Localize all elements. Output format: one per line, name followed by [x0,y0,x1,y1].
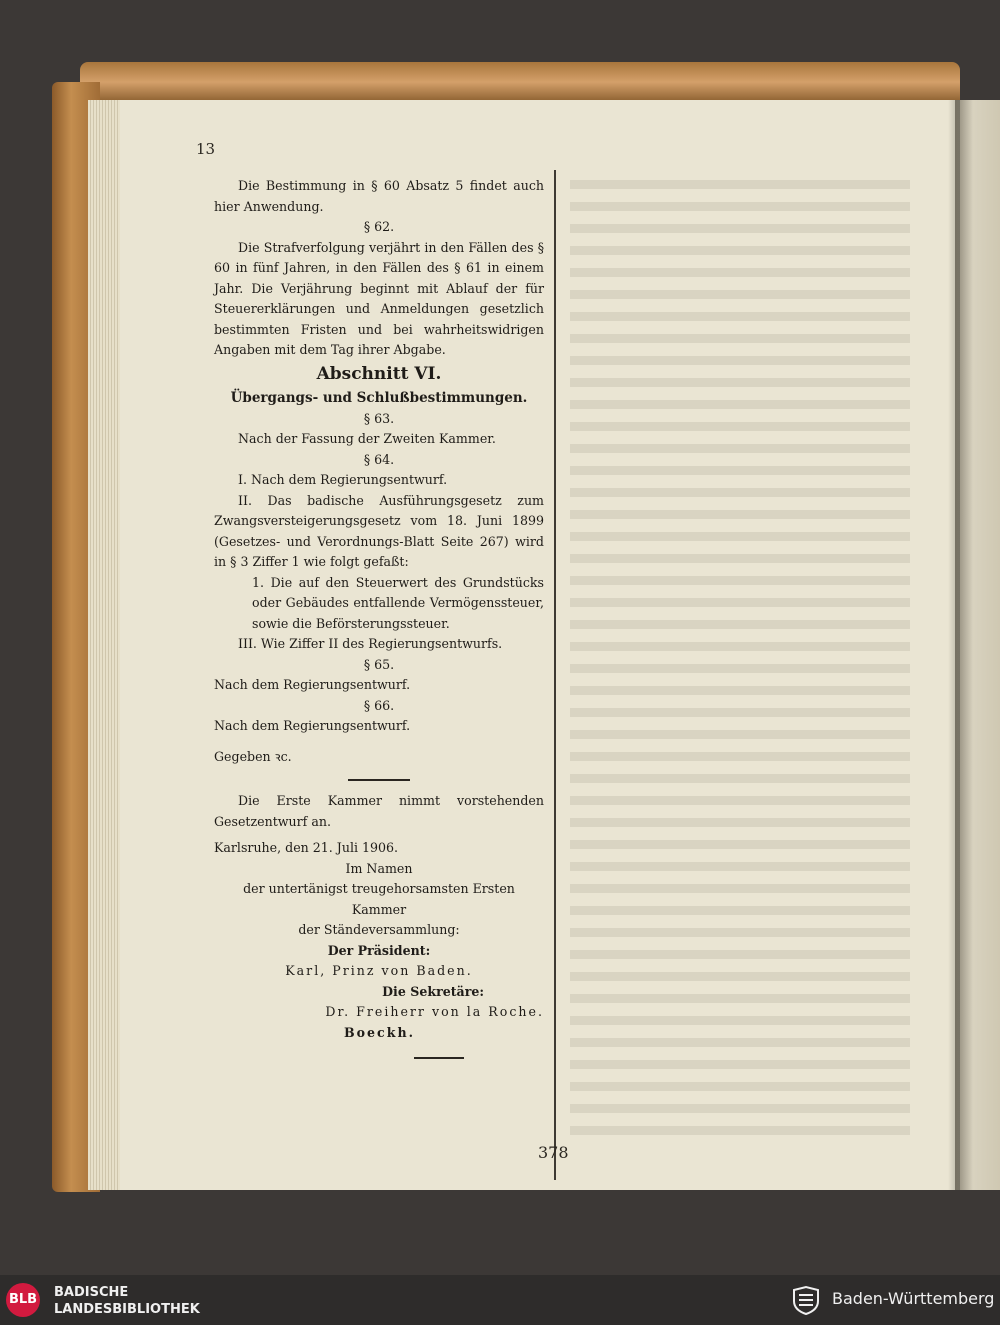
end-rule [414,1057,464,1059]
paragraph: Die Strafverfolgung verjährt in den Fällen des § 60 in fünf Jahren, in den Fällen des § 61 in einem Jahr. Die Verjährung beginnt mit Ablauf der für Steuererklärungen und Anmeldungen gesetzlich bestimmten Fristen und bei wahrheitswidrigen Angaben mit dem Tag ihrer Abgabe. [214,239,544,357]
secretary-name: Boeckh. [344,1024,415,1040]
section-subheading: Übergangs- und Schlußbestimmungen. [230,389,528,406]
section-number: § 63. [363,410,395,426]
facing-page-edge [955,100,1000,1190]
section-number: § 62. [363,219,395,234]
column-divider [554,170,556,1180]
paragraph: Nach der Fassung der Zweiten Kammer. [238,431,496,446]
section-heading: Abschnitt VI. [316,363,442,384]
signature-line: Im Namen [345,860,413,876]
book-cover-top [80,62,960,102]
section-number: § 65. [363,656,395,672]
signature-line: der untertänigst treugehorsamsten Ersten Kammer [243,881,515,917]
section-number: § 64. [363,451,395,467]
list-item: I. Nach dem Regierungsentwurf. [238,472,448,487]
baden-wuerttemberg-label[interactable]: Baden-Württemberg [832,1289,995,1308]
page-footer-number: 378 [538,1143,569,1162]
blb-logo[interactable]: BLB [6,1283,40,1317]
president-title: Der Präsident: [327,942,431,958]
separator-rule [348,779,410,781]
list-item: III. Wie Ziffer II des Regierungsentwurfs. [238,636,503,651]
blb-name-line1: BADISCHE [54,1285,129,1300]
page-header-number: 13 [196,140,216,158]
footer-bar [0,1275,1000,1325]
given-line: Gegeben ꝛc. [214,748,292,764]
page-gutter-shadow [948,100,960,1190]
signature-line: der Ständeversammlung: [298,922,460,937]
paragraph: Die Erste Kammer nimmt vorstehenden Gesetzentwurf an. [214,793,544,829]
section-number: § 66. [363,697,395,713]
place-date: Karlsruhe, den 21. Juli 1906. [214,840,399,855]
secretaries-title: Die Sekretäre: [382,983,484,999]
secretary-name: Dr. Freiherr von la Roche. [325,1004,544,1019]
sub-list-item: 1. Die auf den Steuerwert des Grundstücks oder Gebäudes entfallende Vermögenssteuer, sowie die Beförsterungssteuer. [252,574,544,631]
show-through-text [570,180,910,1140]
baden-wuerttemberg-crest-icon [790,1284,822,1316]
paragraph: Nach dem Regierungsentwurf. [214,718,411,733]
paragraph: Nach dem Regierungsentwurf. [214,677,411,692]
president-name: Karl, Prinz von Baden. [285,963,473,978]
list-item: II. Das badische Ausführungsgesetz zum Zwangsversteigerungsgesetz vom 18. Juni 1899 (Gesetzes- und Verordnungs-Blatt Seite 267) wird in § 3 Ziffer 1 wie folgt gefaßt: [214,492,544,569]
blb-name[interactable] [54,1284,200,1318]
document-text-column [214,176,544,1059]
paragraph: Die Bestimmung in § 60 Absatz 5 findet auch hier Anwendung. [214,178,544,214]
blb-name-line2: LANDESBIBLIOTHEK [54,1302,200,1317]
